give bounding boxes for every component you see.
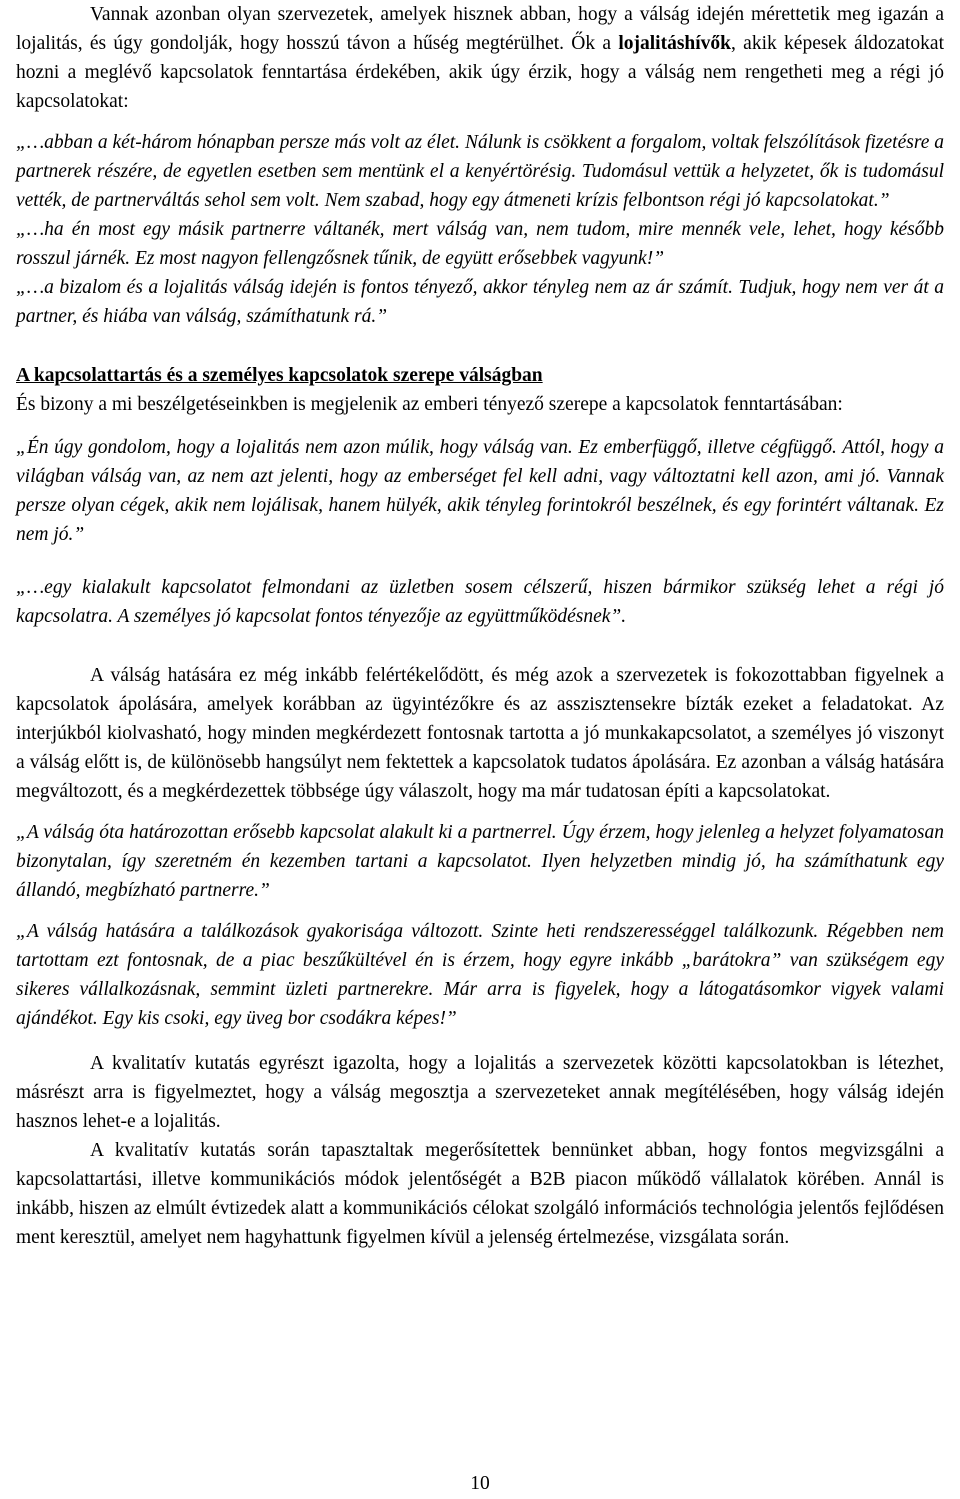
paragraph-text: , akik képesek áldozatokat hozni a meglévő kapcsolatok fenntartása érdekében, akik úgy érzik, hogy a válság nem rengetheti meg a régi jó kapcsolatokat: xyxy=(16,33,944,112)
paragraph-research-conclusion: A kvalitatív kutatás során tapasztaltak megerősítettek bennünket abban, hogy fontos megvizsgálni a kapcsolattartási, illetve kommunikációs módok jelentőségét a B2B piacon működő vállalatok körében. Annál is inkább, hiszen az elmúlt évtizedek alatt a kommunikációs célokat szolgáló információs technológia jelentős fejlődésen ment keresztül, amelyet nem hagyhattunk figyelmen kívül a jelenség értelmezése, vizsgálata során. xyxy=(16,1140,944,1248)
interview-quote: „A válság hatására a találkozások gyakorisága változott. Szinte heti rendszerességgel találkozunk. Régebben nem tartottam ezt fontosnak, de a piac beszűkültével én is érzem, hogy egyre inkább „barátokra” van szükségem egy sikeres vállalkozásnak, semmint üzleti partnerekre. Már arra is figyelek, hogy a látogatásomkor vigyek valami ajándékot. Egy kis csoki, egy üveg bor csodákra képes!” xyxy=(16,921,944,1029)
section-heading: A kapcsolattartás és a személyes kapcsolatok szerepe válságban xyxy=(16,365,543,386)
paragraph-text: Vannak azonban olyan szervezetek, amelyek hisznek abban, hogy a válság idején mérettetik meg igazán a lojalitás, és úgy gondolják, hogy hosszú távon a hűség megtérülhet. Ők a xyxy=(16,4,944,54)
document-page xyxy=(16,0,944,1252)
paragraph-crisis-effect: A válság hatására ez még inkább felértékelődött, és még azok a szervezetek is fokozottabban figyelnek a kapcsolatok ápolására, amelyek korábban az ügyintézőkre és az asszisztensekre bízták ezeket a feladatokat. Az interjúkból kiolvasható, hogy minden megkérdezett fontosnak tartotta a jó munkakapcsolatot, a személyes jó viszonyt a válság előtt is, de különösebb hangsúlyt nem fektettek a kapcsolatok tudatos ápolására. Ez azonban a válság hatására megváltozott, és a megkérdezettek többsége úgy válaszolt, hogy ma már tudatosan építi a kapcsolatokat. xyxy=(16,665,944,802)
interview-quote: „…a bizalom és a lojalitás válság idején is fontos tényező, akkor tényleg nem az ár számít. Tudjuk, hogy nem ver át a partner, és hiába van válság, számíthatunk rá.” xyxy=(16,277,944,327)
interview-quote: „A válság óta határozottan erősebb kapcsolat alakult ki a partnerrel. Úgy érzem, hogy jelenleg a helyzet folyamatosan bizonytalan, így szeretném én kezemben tartani a kapcsolatot. Ilyen helyzetben mindig jó, ha számíthatunk egy állandó, megbízható partnerre.” xyxy=(16,822,944,901)
page-number: 10 xyxy=(470,1473,490,1494)
interview-quote: „…egy kialakult kapcsolatot felmondani az üzletben sosem célszerű, hiszen bármikor szükség lehet a régi jó kapcsolatra. A személyes jó kapcsolat fontos tényezője az együttműködésnek”. xyxy=(16,577,944,627)
paragraph-research-summary: A kvalitatív kutatás egyrészt igazolta, hogy a lojalitás a szervezetek közötti kapcsolatokban is létezhet, másrészt arra is figyelmeztet, hogy a válság megosztja a szervezeteket annak megítélésében, hogy válság idején hasznos lehet-e a lojalitás. xyxy=(16,1053,944,1132)
paragraph-loyalty-believers xyxy=(16,0,944,116)
paragraph-intro: És bizony a mi beszélgetéseinkben is megjelenik az emberi tényező szerepe a kapcsolatok fenntartásában: xyxy=(16,394,843,415)
bold-term: lojalitáshívők xyxy=(618,33,732,54)
interview-quote: „Én úgy gondolom, hogy a lojalitás nem azon múlik, hogy válság van. Ez emberfüggő, illetve cégfüggő. Attól, hogy a világban válság van, az nem azt jelenti, hogy az emberséget fel kell adni, vagy változtatni kell azon, ami jó. Vannak persze olyan cégek, akik nem lojálisak, hanem hülyék, akik tényleg forintokról beszélnek, és egy forintért váltanak. Ez nem jó.” xyxy=(16,437,944,545)
interview-quote: „…abban a két-három hónapban persze más volt az élet. Nálunk is csökkent a forgalom, voltak felszólítások fizetésre a partnerek részére, de egyetlen esetben sem mentünk el a kenyértörésig. Tudomásul vettük a helyzetet, ők is tudomásul vették, de partnerváltás sehol sem volt. Nem szabad, hogy egy átmeneti krízis felbontson régi jó kapcsolatokat.” xyxy=(16,132,944,211)
interview-quote: „…ha én most egy másik partnerre váltanék, mert válság van, nem tudom, mire mennék vele, lehet, hogy később rosszul járnék. Ez most nagyon fellengzősnek tűnik, de együtt erősebbek vagyunk!” xyxy=(16,219,944,269)
